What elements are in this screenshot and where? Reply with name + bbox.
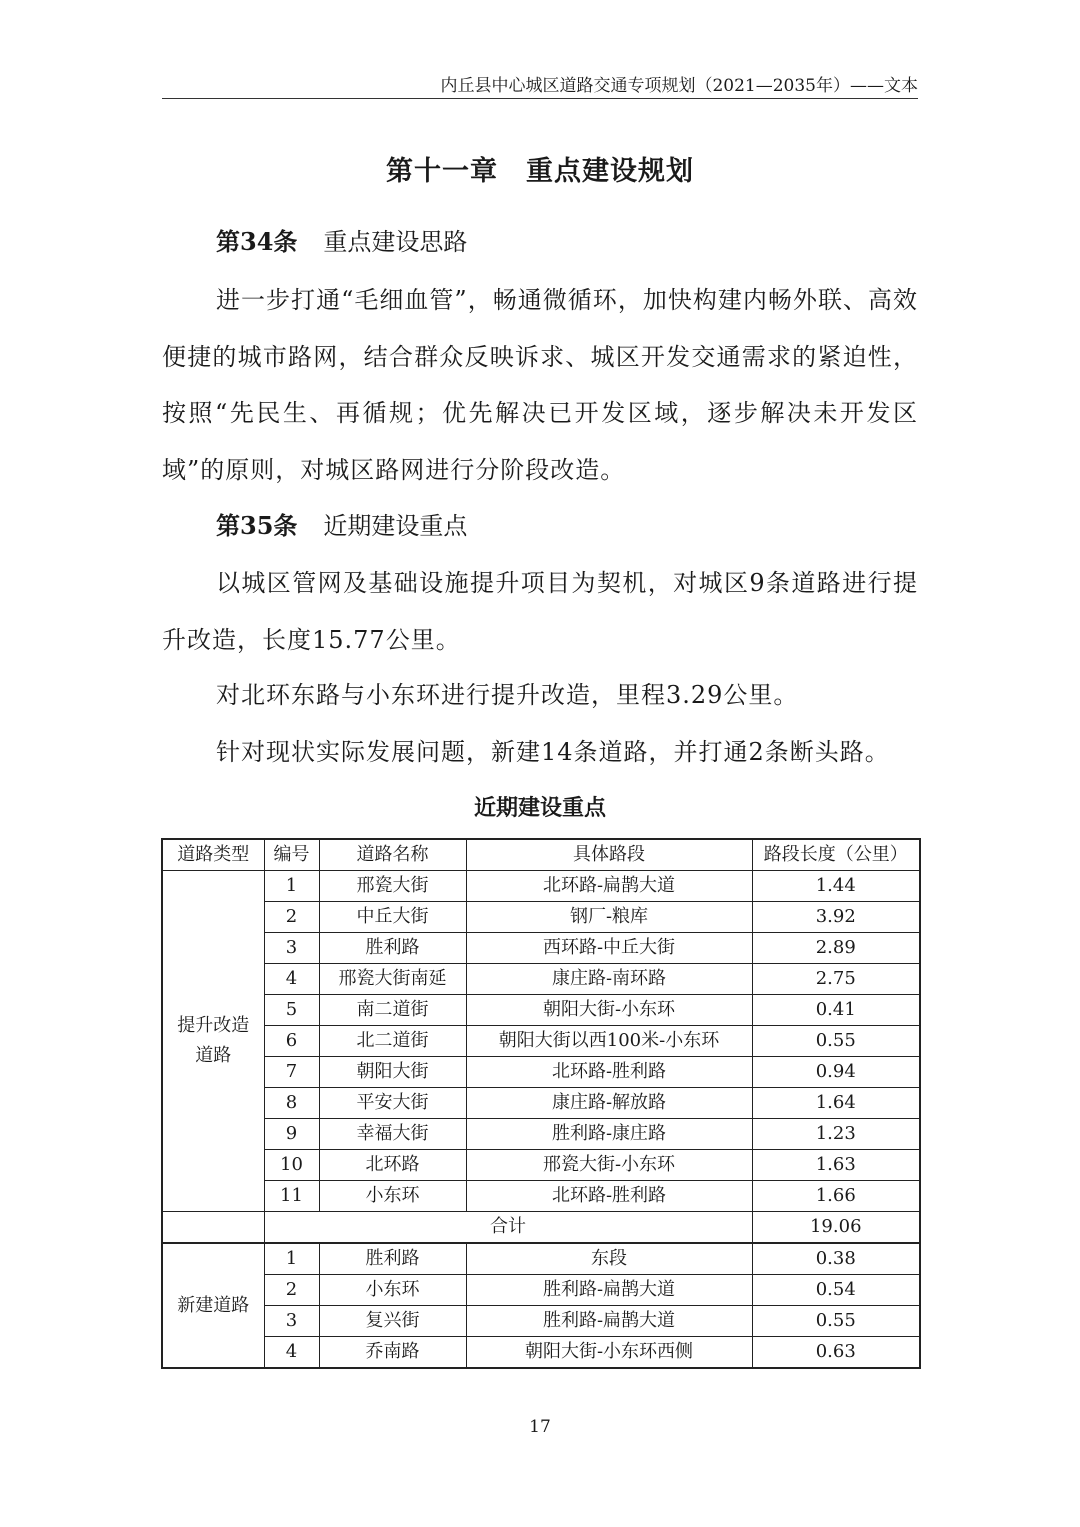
cell-no: 11: [264, 1181, 319, 1212]
cell-no: 2: [264, 1275, 319, 1306]
cell-segment: 朝阳大街以西100米-小东环: [466, 1026, 752, 1057]
cell-length: 0.55: [752, 1026, 920, 1057]
article-34-number: 第34条: [216, 227, 298, 256]
cell-segment: 钢厂-粮库: [466, 902, 752, 933]
cell-segment: 北环路-胜利路: [466, 1057, 752, 1088]
chapter-number: 第十一章: [386, 156, 498, 187]
cell-no: 4: [264, 1337, 319, 1369]
cell-name: 乔南路: [319, 1337, 466, 1369]
cell-segment: 康庄路-南环路: [466, 964, 752, 995]
cell-no: 3: [264, 933, 319, 964]
table-row: [162, 1026, 920, 1057]
cell-segment: 朝阳大街-小东环西侧: [466, 1337, 752, 1369]
cell-segment: 康庄路-解放路: [466, 1088, 752, 1119]
cell-name: 邢瓷大街: [319, 871, 466, 902]
page-number: 17: [529, 1417, 551, 1437]
table-row: [162, 871, 920, 902]
article-35-title: 近期建设重点: [323, 512, 468, 540]
cell-name: 平安大街: [319, 1088, 466, 1119]
table-row: [162, 964, 920, 995]
table-row: [162, 1306, 920, 1337]
table-row: [162, 1275, 920, 1306]
table-row: [162, 933, 920, 964]
cell-name: 幸福大街: [319, 1119, 466, 1150]
cell-segment: 东段: [466, 1243, 752, 1275]
cell-segment: 邢瓷大街-小东环: [466, 1150, 752, 1181]
cell-length: 0.54: [752, 1275, 920, 1306]
cell-length: 1.44: [752, 871, 920, 902]
article-35-para-1: 以城区管网及基础设施提升项目为契机，对城区9条道路进行提升改造，长度15.77公里。: [162, 569, 918, 654]
cell-segment: 胜利路-扁鹊大道: [466, 1275, 752, 1306]
cell-no: 7: [264, 1057, 319, 1088]
table-row: [162, 1119, 920, 1150]
cell-name: 小东环: [319, 1275, 466, 1306]
cell-no: 1: [264, 871, 319, 902]
table-header-row: [162, 839, 920, 871]
road-type-cell: 提升改造道路: [162, 871, 264, 1212]
total-type-cell: [162, 1212, 264, 1244]
article-35-para-2: 对北环东路与小东环进行提升改造，里程3.29公里。: [216, 681, 799, 709]
chapter-title: [162, 152, 918, 192]
cell-segment: 北环路-扁鹊大道: [466, 871, 752, 902]
header-segment: 具体路段: [466, 839, 752, 871]
cell-segment: 胜利路-扁鹊大道: [466, 1306, 752, 1337]
cell-length: 1.64: [752, 1088, 920, 1119]
cell-length: 2.75: [752, 964, 920, 995]
cell-no: 2: [264, 902, 319, 933]
cell-length: 0.38: [752, 1243, 920, 1275]
table-row: [162, 1337, 920, 1369]
cell-segment: 西环路-中丘大街: [466, 933, 752, 964]
cell-name: 中丘大街: [319, 902, 466, 933]
table-body: [162, 871, 920, 1369]
table-row: [162, 1243, 920, 1275]
table-row: [162, 1057, 920, 1088]
cell-segment: 胜利路-康庄路: [466, 1119, 752, 1150]
running-header: 内丘县中心城区道路交通专项规划（2021—2035年）——文本: [440, 76, 918, 96]
cell-no: 4: [264, 964, 319, 995]
cell-length: 0.94: [752, 1057, 920, 1088]
cell-length: 1.23: [752, 1119, 920, 1150]
table-title: 近期建设重点: [473, 795, 606, 821]
cell-name: 北环路: [319, 1150, 466, 1181]
cell-length: 2.89: [752, 933, 920, 964]
total-value: 19.06: [752, 1212, 920, 1244]
cell-name: 北二道街: [319, 1026, 466, 1057]
article-35-heading: [216, 506, 467, 546]
cell-no: 9: [264, 1119, 319, 1150]
total-row: [162, 1212, 920, 1244]
table-row: [162, 902, 920, 933]
table-row: [162, 995, 920, 1026]
header-number: 编号: [264, 839, 319, 871]
cell-name: 小东环: [319, 1181, 466, 1212]
article-35-number: 第35条: [216, 511, 298, 540]
cell-segment: 北环路-胜利路: [466, 1181, 752, 1212]
cell-name: 胜利路: [319, 1243, 466, 1275]
cell-name: 南二道街: [319, 995, 466, 1026]
table-row: [162, 1150, 920, 1181]
key-construction-table: [161, 838, 921, 1369]
cell-length: 0.55: [752, 1306, 920, 1337]
chapter-name: 重点建设规划: [526, 156, 694, 187]
cell-name: 邢瓷大街南延: [319, 964, 466, 995]
header-road-name: 道路名称: [319, 839, 466, 871]
total-label: 合计: [264, 1212, 752, 1244]
article-34-title: 重点建设思路: [323, 228, 468, 256]
article-35-para-3: 针对现状实际发展问题，新建14条道路，并打通2条断头路。: [216, 738, 890, 766]
cell-length: 1.63: [752, 1150, 920, 1181]
header-rule: [162, 98, 918, 99]
cell-no: 8: [264, 1088, 319, 1119]
cell-no: 1: [264, 1243, 319, 1275]
cell-name: 朝阳大街: [319, 1057, 466, 1088]
cell-length: 0.41: [752, 995, 920, 1026]
table-row: [162, 1181, 920, 1212]
header-road-type: 道路类型: [162, 839, 264, 871]
article-34-body: 进一步打通“毛细血管”，畅通微循环，加快构建内畅外联、高效便捷的城市路网，结合群众反映诉求、城区开发交通需求的紧迫性，按照“先民生、再循规；优先解决已开发区域，逐步解决未开发区域”的原则，对城区路网进行分阶段改造。: [162, 286, 918, 484]
header-length: 路段长度（公里）: [752, 839, 920, 871]
cell-no: 6: [264, 1026, 319, 1057]
cell-name: 胜利路: [319, 933, 466, 964]
cell-no: 5: [264, 995, 319, 1026]
table-row: [162, 1088, 920, 1119]
cell-name: 复兴街: [319, 1306, 466, 1337]
cell-length: 3.92: [752, 902, 920, 933]
cell-no: 3: [264, 1306, 319, 1337]
cell-no: 10: [264, 1150, 319, 1181]
cell-length: 0.63: [752, 1337, 920, 1369]
road-type-cell: 新建道路: [162, 1243, 264, 1368]
article-34-heading: [216, 222, 467, 262]
cell-segment: 朝阳大街-小东环: [466, 995, 752, 1026]
cell-length: 1.66: [752, 1181, 920, 1212]
